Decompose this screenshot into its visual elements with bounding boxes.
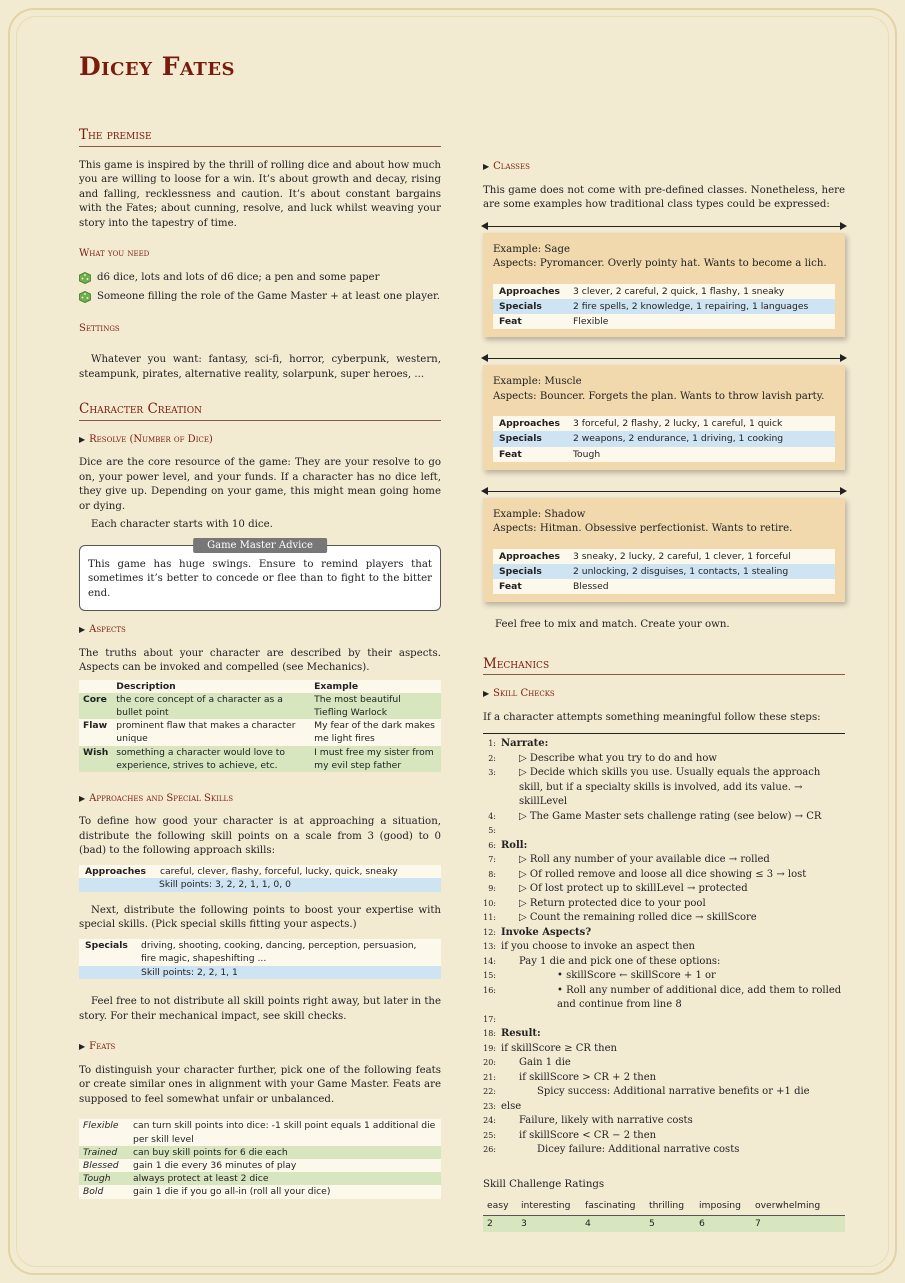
- gm-advice-text: This game has huge swings. Ensure to remind players that sometimes it’s better to concede or flee than to fight to the bitter end.: [88, 558, 432, 599]
- algorithm-line: [483, 882, 845, 897]
- premise-heading: The premise: [79, 128, 441, 147]
- line-number: 10:: [483, 898, 496, 908]
- algorithm-line: [483, 868, 845, 883]
- line-text: ▷ Of rolled remove and loose all dice showing ≤ 3 → lost: [519, 868, 807, 880]
- creation-heading: Character Creation: [79, 402, 441, 421]
- resolve-text: Dice are the core resource of the game: They are your resolve to go on, your power level, and your funds. If a character has no dice left, they give up. Depending on your game, this might mean going home or dying.: [79, 457, 441, 512]
- rating-label: thrilling: [649, 1200, 685, 1212]
- algorithm-line: [483, 810, 845, 825]
- algorithm-line: [483, 969, 845, 984]
- checks-text: If a character attempts something meaningful follow these steps:: [483, 711, 821, 723]
- table-row: Bold gain 1 die if you go all-in (roll all your dice): [79, 1185, 441, 1198]
- line-number: 19:: [483, 1043, 496, 1053]
- ratings-table: [483, 1198, 845, 1232]
- line-text: Invoke Aspects?: [501, 926, 592, 938]
- algorithm-line: [483, 853, 845, 868]
- algorithm-line: [483, 940, 845, 955]
- needs-list: [79, 271, 441, 305]
- line-text: [501, 824, 845, 839]
- aspects-text: The truths about your character are described by their aspects. Aspects can be invoked and compelled (see Mechanics).: [79, 647, 441, 673]
- rating-value: 5: [649, 1217, 655, 1229]
- class-stats: Approaches 3 forceful, 2 flashy, 2 lucky, 1 careful, 1 quick Specials 2 weapons, 2 endurance, 1 driving, 1 cooking Feat Tough: [493, 416, 835, 462]
- premise-text: This game is inspired by the thrill of rolling dice and about how much you are willing to loose for a win. It’s about growth and decay, rising and falling, recklessness and caution. It’s about constant bargains with the Fates; about cunning, resolve, and luck whilst weaving your story into the tapestry of time.: [79, 159, 441, 229]
- line-number: 11:: [483, 913, 496, 923]
- algorithm-line: [483, 1129, 845, 1144]
- table-row: Trained can buy skill points for 6 die each: [79, 1146, 441, 1159]
- skill-check-algorithm: [483, 733, 845, 1158]
- line-number: 15:: [483, 971, 496, 981]
- table-row: Core the core concept of a character as a bullet point The most beautiful Tiefling Warlock: [79, 693, 441, 719]
- algorithm-line: [483, 1100, 845, 1115]
- aspects-heading: ▶ Aspects: [79, 624, 126, 635]
- algorithm-line: [483, 955, 845, 970]
- feats-heading: ▶ Feats: [79, 1041, 116, 1053]
- mix-text: Feel free to mix and match. Create your own.: [495, 619, 730, 631]
- algorithm-line: [483, 1085, 845, 1100]
- line-text: Failure, likely with narrative costs: [519, 1115, 693, 1127]
- classes-text: This game does not come with pre-defined classes. Nonetheless, here are some examples how traditional class types could be expressed:: [483, 184, 845, 210]
- approaches-points: Skill points: 3, 2, 2, 1, 1, 0, 0: [79, 878, 441, 892]
- specials-list: driving, shooting, cooking, dancing, perception, persuasion,: [141, 939, 417, 951]
- algorithm-line: [483, 911, 845, 926]
- line-text: Roll:: [501, 839, 528, 851]
- line-text: ▷ Of lost protect up to skillLevel → protected: [519, 883, 748, 895]
- feats-text: To distinguish your character further, pick one of the following feats or create similar ones in alignment with your Game Master. Feats are supposed to feel somewhat unfair or unbalanced.: [79, 1064, 441, 1105]
- need-gm: Someone filling the role of the Game Master + at least one player.: [97, 291, 440, 302]
- line-number: 3:: [488, 768, 496, 778]
- left-column: [79, 128, 441, 1199]
- line-number: 26:: [483, 1145, 496, 1155]
- rating-label: fascinating: [585, 1200, 636, 1212]
- line-number: 2:: [488, 753, 496, 763]
- rating-value: 7: [755, 1217, 761, 1229]
- table-row: Wish something a character would love to experience, strives to achieve, etc. I must free my sister from my evil step father: [79, 746, 441, 772]
- ratings-heading: Skill Challenge Ratings: [483, 1178, 605, 1190]
- approaches-block: [79, 865, 441, 892]
- line-text: if you choose to invoke an aspect then: [501, 941, 695, 953]
- line-number: 22:: [483, 1087, 496, 1097]
- specials-block: [79, 939, 441, 980]
- specials-list-2: fire magic, shapeshifting ...: [79, 952, 441, 966]
- class-card-shadow: Example: Shadow Aspects: Hitman. Obsessive perfectionist. Wants to retire. Approaches 3 sneaky, 2 lucky, 2 careful, 1 clever, 1 forceful Specials 2 unlocking, 2 disguises, 1 contacts, 1 stealing Feat Blessed: [483, 498, 845, 603]
- table-row: Tough always protect at least 2 dice: [79, 1172, 441, 1185]
- line-number: 25:: [483, 1130, 496, 1140]
- algorithm-line: [483, 737, 845, 752]
- document-title: Dicey Fates: [79, 52, 236, 81]
- table-row: Flexible can turn skill points into dice: -1 skill point equals 1 additional die per skill level: [79, 1119, 441, 1145]
- gm-advice-tag: Game Master Advice: [193, 538, 327, 553]
- algorithm-line: [483, 839, 845, 854]
- algorithm-line: [483, 1027, 845, 1042]
- line-number: 14:: [483, 956, 496, 966]
- mechanics-heading: Mechanics: [483, 657, 845, 676]
- class-card-sage: Example: Sage Aspects: Pyromancer. Overly pointy hat. Wants to become a lich. Approaches 3 clever, 2 careful, 2 quick, 1 flashy, 1 sneaky Specials 2 fire spells, 2 knowledge, 1 repairing, 1 languages Feat Flexible: [483, 233, 845, 338]
- algorithm-line: [483, 1071, 845, 1086]
- line-text: Dicey failure: Additional narrative costs: [537, 1144, 740, 1156]
- line-text: if skillScore ≥ CR then: [501, 1042, 617, 1054]
- rating-value: 6: [699, 1217, 705, 1229]
- need-dice: d6 dice, lots and lots of d6 dice; a pen and some paper: [97, 271, 380, 283]
- line-number: 9:: [488, 884, 496, 894]
- algorithm-line: [483, 824, 845, 839]
- free-text: Feel free to not distribute all skill points right away, but later in the story. For their mechanical impact, see skill checks.: [79, 996, 441, 1022]
- line-text: ▷ Describe what you try to do and how: [519, 752, 717, 764]
- green-die-icon: [79, 272, 91, 284]
- line-text: Gain 1 die: [519, 1057, 571, 1069]
- green-die-icon: [79, 291, 91, 303]
- approaches-heading: ▶ Approaches and Special Skills: [79, 792, 233, 804]
- specials-points: Skill points: 2, 2, 1, 1: [79, 966, 441, 980]
- list-item: [79, 271, 441, 286]
- line-number: 17:: [483, 1014, 496, 1024]
- line-number: 23:: [483, 1101, 496, 1111]
- algorithm-line: [483, 1114, 845, 1129]
- algorithm-line: [483, 1042, 845, 1057]
- class-stats: Approaches 3 sneaky, 2 lucky, 2 careful, 1 clever, 1 forceful Specials 2 unlocking, 2 disguises, 1 contacts, 1 stealing Feat Blessed: [493, 549, 835, 595]
- specials-text: Next, distribute the following points to boost your expertise with special skills. (Pick special skills fitting your aspects.): [79, 904, 441, 931]
- line-number: 7:: [488, 855, 496, 865]
- classes-heading: ▶ Classes: [483, 161, 530, 172]
- line-text: ▷ Return protected dice to your pool: [519, 897, 706, 909]
- resolve-start: Each character starts with 10 dice.: [91, 519, 273, 530]
- settings-heading: Settings: [79, 322, 120, 334]
- aspects-table: [79, 680, 441, 772]
- approaches-key: Approaches: [85, 865, 146, 877]
- line-text: • skillScore ← skillScore + 1 or: [557, 970, 716, 982]
- line-number: 18:: [483, 1029, 496, 1039]
- list-item: [79, 290, 441, 305]
- line-text: Result:: [501, 1028, 541, 1040]
- line-number: 4:: [488, 811, 496, 821]
- settings-text: Whatever you want: fantasy, sci-fi, horror, cyberpunk, western, steampunk, pirates, alternative reality, solarpunk, super heroes, ...: [79, 354, 441, 380]
- rating-label: imposing: [699, 1200, 741, 1212]
- algorithm-line: [483, 1013, 845, 1028]
- line-number: 5:: [488, 826, 496, 836]
- class-stats: Approaches 3 clever, 2 careful, 2 quick, 1 flashy, 1 sneaky Specials 2 fire spells, 2 knowledge, 1 repairing, 1 languages Feat Flexible: [493, 284, 835, 330]
- rating-label: easy: [487, 1200, 509, 1212]
- line-text: else: [501, 1100, 522, 1112]
- line-number: 8:: [488, 869, 496, 879]
- rating-label: interesting: [521, 1200, 571, 1212]
- approaches-text: To define how good your character is at approaching a situation, distribute the following skill points on a scale from 3 (good) to 0 (bad) to the following approach skills:: [79, 816, 441, 857]
- algorithm-line: [483, 1056, 845, 1071]
- algorithm-line: [483, 752, 845, 767]
- rating-value: 4: [585, 1217, 591, 1229]
- algorithm-line: [483, 766, 845, 810]
- line-text: if skillScore < CR − 2 then: [519, 1129, 657, 1141]
- line-text: [501, 1013, 845, 1028]
- line-text: Narrate:: [501, 738, 549, 750]
- line-text: Pay 1 die and pick one of these options:: [519, 955, 721, 967]
- rating-value: 2: [487, 1217, 493, 1229]
- feats-table: [79, 1119, 441, 1198]
- specials-key: Specials: [85, 939, 128, 951]
- rating-value: 3: [521, 1217, 527, 1229]
- need-heading: What you need: [79, 248, 150, 259]
- approaches-list: careful, clever, flashy, forceful, lucky, quick, sneaky: [160, 865, 398, 877]
- line-number: 20:: [483, 1058, 496, 1068]
- algorithm-line: [483, 1143, 845, 1158]
- table-row: Blessed gain 1 die every 36 minutes of play: [79, 1159, 441, 1172]
- rating-label: overwhelming: [755, 1200, 821, 1212]
- line-text: ▷ Count the remaining rolled dice → skillScore: [519, 912, 757, 924]
- class-card-muscle: Example: Muscle Aspects: Bouncer. Forgets the plan. Wants to throw lavish party. Approaches 3 forceful, 2 flashy, 2 lucky, 1 careful, 1 quick Specials 2 weapons, 2 endurance, 1 driving, 1 cooking Feat Tough: [483, 365, 845, 470]
- line-number: 1:: [488, 739, 496, 749]
- algorithm-line: [483, 926, 845, 941]
- line-text: ▷ The Game Master sets challenge rating (see below) → CR: [519, 810, 822, 822]
- line-text: if skillScore > CR + 2 then: [519, 1071, 657, 1083]
- algorithm-line: [483, 984, 845, 1013]
- gm-advice-box: [79, 539, 441, 612]
- algorithm-line: [483, 897, 845, 912]
- line-number: 13:: [483, 942, 496, 952]
- line-text: ▷ Decide which skills you use. Usually equals the approach skill, but if a specialty skills is involved, add its value. → skillLevel: [519, 767, 821, 808]
- line-number: 21:: [483, 1072, 496, 1082]
- line-text: Spicy success: Additional narrative benefits or +1 die: [537, 1086, 810, 1098]
- right-column: [483, 160, 845, 1232]
- resolve-heading: ▶ Resolve (Number of Dice): [79, 433, 213, 445]
- line-number: 24:: [483, 1116, 496, 1126]
- line-number: 6:: [488, 840, 496, 850]
- col-example: Example: [314, 680, 359, 692]
- line-number: 16:: [483, 985, 496, 995]
- checks-heading: ▶ Skill Checks: [483, 688, 555, 700]
- table-row: Flaw prominent flaw that makes a character unique My fear of the dark makes me light fires: [79, 719, 441, 745]
- col-description: Description: [116, 680, 176, 692]
- table-header: [79, 680, 441, 693]
- line-text: ▷ Roll any number of your available dice → rolled: [519, 854, 770, 866]
- line-number: 12:: [483, 927, 496, 937]
- line-text: • Roll any number of additional dice, add them to rolled and continue from line 8: [557, 984, 842, 1011]
